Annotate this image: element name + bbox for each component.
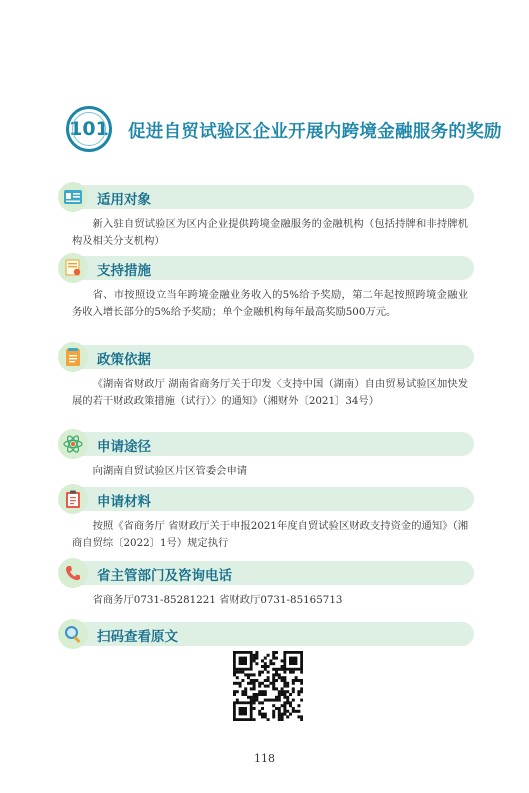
qr-code[interactable]	[233, 651, 303, 721]
qr-code-image	[233, 651, 303, 721]
section-title: 省主管部门及咨询电话	[97, 568, 232, 584]
section-support-measures	[58, 256, 474, 321]
section-title: 适用对象	[97, 192, 151, 208]
section-application-materials	[58, 487, 474, 552]
section-body: 向湖南自贸试验区片区管委会申请	[92, 465, 248, 477]
page-title: 促进自贸试验区企业开展内跨境金融服务的奖励	[128, 122, 502, 142]
section-contact	[58, 561, 474, 609]
document-icon	[58, 342, 88, 372]
section-body: 《湖南省财政厅 湖南省商务厅关于印发〈支持中国（湖南）自由贸易试验区加快发展的若干财政政策措施（试行）〉的通知》（湘财外〔2021〕34号）	[72, 378, 468, 407]
phone-icon	[58, 558, 88, 588]
page-number: 118	[254, 752, 275, 765]
page-header	[66, 106, 502, 156]
clipboard-icon	[58, 484, 88, 514]
section-title: 扫码查看原文	[97, 629, 178, 645]
atom-icon	[58, 429, 88, 459]
section-title: 申请材料	[97, 494, 151, 510]
section-body: 新入驻自贸试验区为区内企业提供跨境金融服务的金融机构（包括持牌和非持牌机构及相关分支机构）	[72, 218, 468, 247]
section-body: 省商务厅0731-85281221 省财政厅0731-85165713	[92, 594, 343, 606]
section-title: 支持措施	[97, 263, 151, 279]
section-policy-basis	[58, 345, 474, 410]
section-title: 申请途径	[97, 439, 151, 455]
policy-number-badge: 101	[66, 106, 112, 152]
section-body: 按照《省商务厅 省财政厅关于申报2021年度自贸试验区财政支持资金的通知》（湘商自贸综〔2022〕1号）规定执行	[72, 520, 468, 549]
section-application-channel	[58, 432, 474, 480]
section-scan-qr	[58, 622, 474, 648]
id-card-icon	[58, 182, 88, 212]
certificate-icon	[58, 253, 88, 283]
magnifier-icon	[58, 619, 88, 649]
section-title: 政策依据	[97, 352, 151, 368]
section-target-audience	[58, 185, 474, 250]
section-body: 省、市按照设立当年跨境金融业务收入的5%给予奖励，第二年起按照跨境金融业务收入增长部分的5%给予奖励；单个金融机构每年最高奖励500万元。	[72, 289, 468, 318]
